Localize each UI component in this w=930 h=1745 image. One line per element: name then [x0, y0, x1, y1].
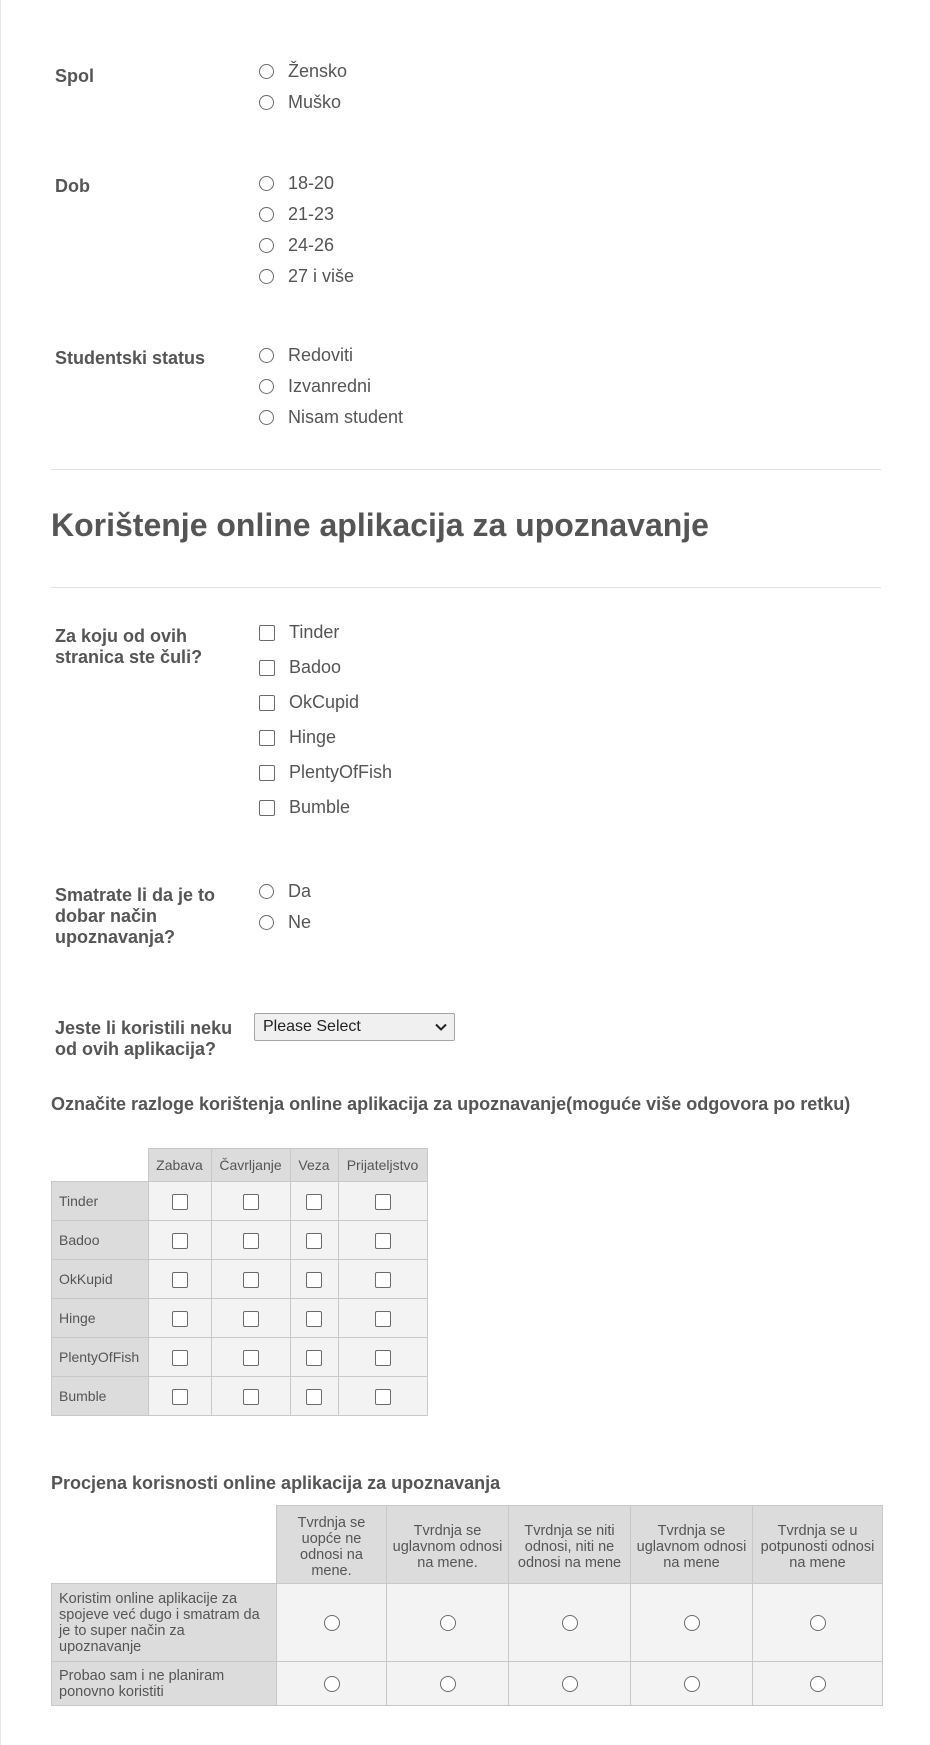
checkbox[interactable] [259, 730, 275, 746]
radio-button[interactable] [259, 915, 274, 930]
option-label: Hinge [289, 727, 337, 747]
row-label: PlentyOfFish [52, 1338, 149, 1377]
heard-of-option[interactable] [259, 755, 392, 790]
column-header: Čavrljanje [211, 1149, 290, 1182]
matrix-cell [509, 1662, 631, 1706]
radio-button[interactable] [684, 1615, 700, 1631]
checkbox[interactable] [306, 1194, 322, 1210]
matrix-cell [631, 1662, 753, 1706]
age-label: Dob [55, 176, 90, 196]
student-status-label: Studentski status [55, 348, 206, 368]
matrix-cell [148, 1182, 211, 1221]
column-header: Veza [290, 1149, 338, 1182]
matrix-cell [148, 1338, 211, 1377]
age-option[interactable] [259, 168, 354, 199]
heard-of-label-line: stranica ste čuli? [55, 647, 203, 667]
divider [51, 587, 881, 588]
matrix-cell [387, 1662, 509, 1706]
student-status-option[interactable] [259, 340, 403, 371]
matrix-cell [753, 1662, 883, 1706]
checkbox[interactable] [375, 1350, 391, 1366]
usefulness-matrix [51, 1505, 883, 1706]
checkbox[interactable] [259, 625, 275, 641]
column-header: Tvrdnja se uopće ne odnosi na mene. [277, 1506, 387, 1584]
table-row [52, 1662, 883, 1706]
good-way-label-line: Smatrate li da je to [55, 885, 216, 905]
matrix-cell [148, 1260, 211, 1299]
radio-button[interactable] [259, 348, 274, 363]
good-way-label [55, 885, 215, 948]
radio-button[interactable] [684, 1676, 700, 1692]
heard-of-label-line: Za koju od ovih [55, 626, 188, 646]
heard-of-options [259, 615, 392, 825]
matrix-cell [338, 1299, 427, 1338]
checkbox[interactable] [243, 1350, 259, 1366]
table-row [52, 1377, 428, 1416]
checkbox[interactable] [375, 1389, 391, 1405]
matrix-cell [290, 1182, 338, 1221]
used-app-label-line: Jeste li koristili neku [55, 1018, 233, 1038]
matrix-cell [211, 1299, 290, 1338]
option-label: Nisam student [288, 407, 404, 427]
good-way-options [259, 876, 311, 938]
checkbox[interactable] [259, 695, 275, 711]
reasons-title: Označite razloge korištenja online aplikacija za upoznavanje(moguće više odgovora po retku) [51, 1094, 851, 1114]
option-label: Da [288, 881, 312, 901]
checkbox[interactable] [172, 1194, 188, 1210]
radio-button[interactable] [440, 1615, 456, 1631]
option-label: Redoviti [288, 345, 354, 365]
checkbox[interactable] [172, 1233, 188, 1249]
table-row [52, 1338, 428, 1377]
matrix-cell [338, 1182, 427, 1221]
matrix-cell [338, 1260, 427, 1299]
option-label: OkCupid [289, 692, 360, 712]
checkbox[interactable] [306, 1272, 322, 1288]
age-option[interactable] [259, 199, 354, 230]
corner-cell [52, 1149, 149, 1182]
matrix-cell [290, 1377, 338, 1416]
row-label: OkKupid [52, 1260, 149, 1299]
option-label: Bumble [289, 797, 351, 817]
heard-of-option[interactable] [259, 720, 392, 755]
option-label: Žensko [288, 61, 348, 81]
column-header: Tvrdnja se uglavnom odnosi na mene [631, 1506, 753, 1584]
option-label: Muško [288, 92, 342, 112]
matrix-cell [148, 1299, 211, 1338]
matrix-cell [277, 1584, 387, 1662]
heard-of-option[interactable] [259, 790, 392, 825]
table-row [52, 1221, 428, 1260]
column-header: Tvrdnja se u potpunosti odnosi na mene [753, 1506, 883, 1584]
checkbox[interactable] [375, 1311, 391, 1327]
column-header: Prijateljstvo [338, 1149, 427, 1182]
column-header: Tvrdnja se niti odnosi, niti ne odnosi na mene [509, 1506, 631, 1584]
radio-button[interactable] [810, 1676, 826, 1692]
checkbox[interactable] [172, 1272, 188, 1288]
row-label: Koristim online aplikacije za spojeve već dugo i smatram da je to super način za upoznavanje [52, 1584, 277, 1662]
gender-option-male[interactable] [259, 87, 347, 118]
divider [51, 469, 881, 470]
matrix-cell [509, 1584, 631, 1662]
checkbox[interactable] [172, 1350, 188, 1366]
gender-options [259, 56, 347, 118]
matrix-cell [290, 1338, 338, 1377]
radio-button[interactable] [562, 1676, 578, 1692]
heard-of-option[interactable] [259, 685, 392, 720]
checkbox[interactable] [259, 660, 275, 676]
student-status-options [259, 340, 403, 433]
checkbox[interactable] [375, 1233, 391, 1249]
good-way-label-line: dobar način [55, 906, 158, 926]
age-options [259, 168, 354, 292]
radio-button[interactable] [259, 884, 274, 899]
row-label: Bumble [52, 1377, 149, 1416]
radio-button[interactable] [259, 269, 274, 284]
matrix-cell [211, 1221, 290, 1260]
checkbox[interactable] [259, 800, 275, 816]
checkbox[interactable] [306, 1233, 322, 1249]
option-label: Izvanredni [288, 376, 372, 396]
radio-button[interactable] [259, 410, 274, 425]
table-row [52, 1584, 883, 1662]
matrix-cell [211, 1260, 290, 1299]
row-label: Hinge [52, 1299, 149, 1338]
usefulness-title: Procjena korisnosti online aplikacija za upoznavanja [51, 1473, 501, 1493]
column-header: Zabava [148, 1149, 211, 1182]
option-label: 18-20 [288, 173, 335, 193]
table-row [52, 1260, 428, 1299]
checkbox[interactable] [243, 1194, 259, 1210]
heard-of-option[interactable] [259, 650, 392, 685]
radio-button[interactable] [562, 1615, 578, 1631]
good-way-label-line: upoznavanja? [55, 927, 176, 947]
option-label: 27 i više [288, 266, 355, 286]
table-row [52, 1299, 428, 1338]
chevron-down-icon [434, 1020, 448, 1034]
radio-button[interactable] [259, 64, 274, 79]
matrix-cell [338, 1338, 427, 1377]
radio-button[interactable] [259, 379, 274, 394]
checkbox[interactable] [375, 1194, 391, 1210]
checkbox[interactable] [306, 1350, 322, 1366]
option-label: 24-26 [288, 235, 335, 255]
student-status-option[interactable] [259, 402, 403, 433]
matrix-cell [290, 1260, 338, 1299]
row-label: Tinder [52, 1182, 149, 1221]
radio-button[interactable] [810, 1615, 826, 1631]
matrix-cell [148, 1377, 211, 1416]
checkbox[interactable] [243, 1311, 259, 1327]
checkbox[interactable] [243, 1272, 259, 1288]
age-option[interactable] [259, 230, 354, 261]
matrix-cell [290, 1221, 338, 1260]
column-header: Tvrdnja se uglavnom odnosi na mene. [387, 1506, 509, 1584]
option-label: PlentyOfFish [289, 762, 393, 782]
checkbox[interactable] [172, 1311, 188, 1327]
matrix-cell [211, 1182, 290, 1221]
select-value: Please Select [263, 1018, 361, 1035]
section-title: Korištenje online aplikacija za upoznavanje [51, 507, 709, 543]
good-way-option-no[interactable] [259, 907, 311, 938]
student-status-option[interactable] [259, 371, 403, 402]
checkbox[interactable] [172, 1389, 188, 1405]
good-way-option-yes[interactable] [259, 876, 311, 907]
checkbox[interactable] [306, 1311, 322, 1327]
row-label: Probao sam i ne planiram ponovno koristiti [52, 1662, 277, 1706]
table-row [52, 1182, 428, 1221]
checkbox[interactable] [243, 1233, 259, 1249]
radio-button[interactable] [324, 1615, 340, 1631]
checkbox[interactable] [243, 1389, 259, 1405]
matrix-cell [753, 1584, 883, 1662]
checkbox[interactable] [375, 1272, 391, 1288]
radio-button[interactable] [259, 176, 274, 191]
used-app-label [55, 1018, 232, 1060]
option-label: Badoo [289, 657, 342, 677]
matrix-cell [277, 1662, 387, 1706]
radio-button[interactable] [259, 207, 274, 222]
matrix-cell [290, 1299, 338, 1338]
row-label: Badoo [52, 1221, 149, 1260]
radio-button[interactable] [440, 1676, 456, 1692]
radio-button[interactable] [324, 1676, 340, 1692]
heard-of-label [55, 626, 202, 668]
matrix-cell [211, 1377, 290, 1416]
matrix-cell [211, 1338, 290, 1377]
option-label: Ne [288, 912, 312, 932]
radio-button[interactable] [259, 95, 274, 110]
gender-option-female[interactable] [259, 56, 347, 87]
used-app-label-line: od ovih aplikacija? [55, 1039, 217, 1059]
used-app-select[interactable] [254, 1013, 455, 1041]
option-label: 21-23 [288, 204, 335, 224]
radio-button[interactable] [259, 238, 274, 253]
matrix-cell [338, 1377, 427, 1416]
age-option[interactable] [259, 261, 354, 292]
checkbox[interactable] [259, 765, 275, 781]
reasons-matrix [51, 1148, 428, 1416]
option-label: Tinder [289, 622, 340, 642]
matrix-cell [387, 1584, 509, 1662]
corner-cell [52, 1506, 277, 1584]
gender-label: Spol [55, 66, 94, 86]
checkbox[interactable] [306, 1389, 322, 1405]
matrix-cell [631, 1584, 753, 1662]
heard-of-option[interactable] [259, 615, 392, 650]
matrix-cell [148, 1221, 211, 1260]
matrix-cell [338, 1221, 427, 1260]
